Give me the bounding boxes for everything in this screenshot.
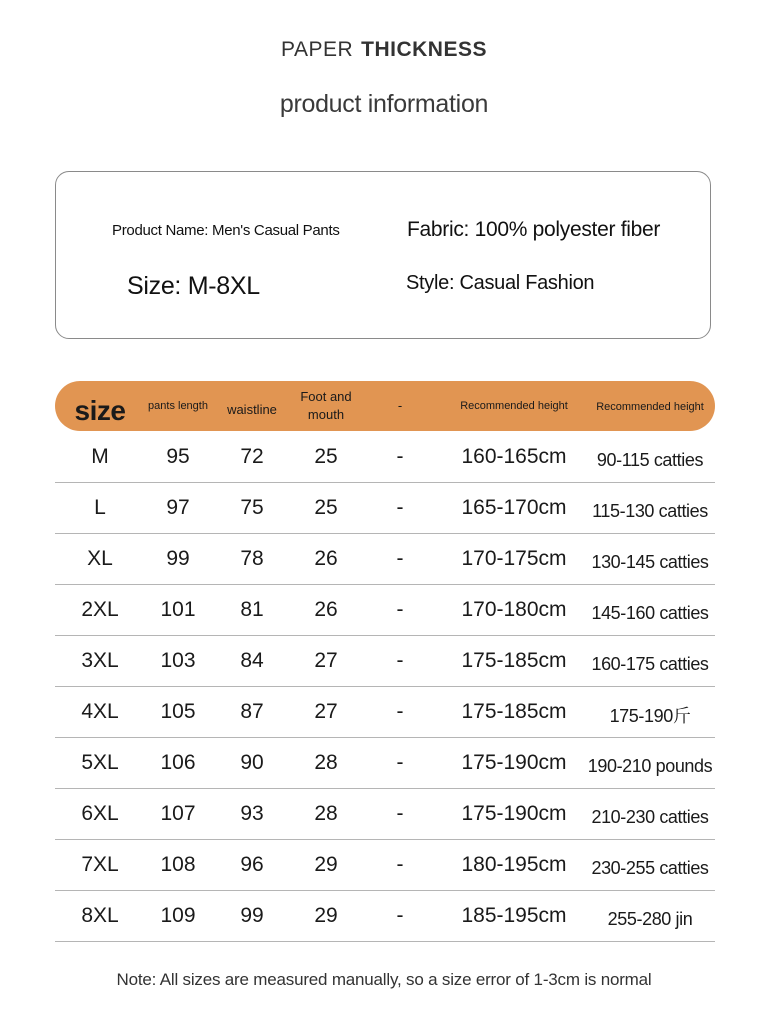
cell-weight: 90-115 catties [596,449,704,470]
table-row [55,738,715,789]
table-row [55,534,715,585]
cell-foot-mouth: 27 [314,700,338,723]
cell-height: 180-195cm [461,853,567,876]
cell-pants-length: 106 [160,751,196,774]
cell-pants-length: 101 [160,598,196,621]
cell-pants-length: 95 [166,445,190,468]
cell-waistline: 75 [240,496,264,519]
cell-weight: 130-145 catties [591,551,709,572]
cell-pants-length: 103 [160,649,196,672]
cell-foot-mouth: 28 [314,802,338,825]
product-fabric: Fabric: 100% polyester fiber [407,218,661,241]
table-row [55,585,715,636]
cell-size: 8XL [81,904,119,927]
cell-height: 175-190cm [461,751,567,774]
cell-foot-mouth: 26 [314,547,338,570]
cell-dash: - [396,445,404,468]
cell-weight: 190-210 pounds [587,755,713,776]
cell-size: XL [87,547,113,570]
table-row [55,483,715,534]
cell-height: 170-180cm [461,598,567,621]
cell-foot-mouth: 25 [314,445,338,468]
cell-height: 165-170cm [461,496,567,519]
cell-size: 5XL [81,751,119,774]
cell-height: 175-185cm [461,649,567,672]
cell-height: 160-165cm [461,445,567,468]
cell-foot-mouth: 28 [314,751,338,774]
product-size-range: Size: M-8XL [127,272,260,300]
cell-height: 175-190cm [461,802,567,825]
page-subtitle: product information [279,90,489,118]
cell-waistline: 96 [240,853,264,876]
header-recommended-height: Recommended height [460,399,568,412]
cell-weight: 230-255 catties [591,857,709,878]
header-foot-mouth: Foot and mouth [300,389,352,422]
cell-size: 4XL [81,700,119,723]
cell-dash: - [396,802,404,825]
cell-weight: 210-230 catties [591,806,709,827]
cell-weight: 175-190斤 [609,706,691,726]
product-style: Style: Casual Fashion [406,272,595,294]
cell-waistline: 87 [240,700,264,723]
cell-weight: 115-130 catties [592,500,708,521]
cell-foot-mouth: 26 [314,598,338,621]
cell-pants-length: 105 [160,700,196,723]
cell-pants-length: 97 [166,496,190,519]
cell-dash: - [396,751,404,774]
cell-size: 7XL [81,853,119,876]
cell-waistline: 84 [240,649,264,672]
cell-waistline: 78 [240,547,264,570]
cell-waistline: 72 [240,445,264,468]
cell-dash: - [396,547,404,570]
header-size: size [74,395,126,427]
cell-height: 170-175cm [461,547,567,570]
header-pants-length: pants length [148,399,208,412]
cell-size: 6XL [81,802,119,825]
cell-waistline: 81 [240,598,264,621]
cell-weight: 160-175 catties [591,653,709,674]
table-row [55,891,715,942]
cell-dash: - [396,496,404,519]
cell-size: 2XL [81,598,119,621]
header-dash: - [397,398,403,414]
cell-dash: - [396,853,404,876]
cell-dash: - [396,649,404,672]
cell-dash: - [396,598,404,621]
cell-foot-mouth: 29 [314,853,338,876]
size-table-body [55,432,715,942]
table-row [55,636,715,687]
header-recommended-weight: Recommended height [596,401,704,414]
cell-pants-length: 99 [166,547,190,570]
cell-weight: 255-280 jin [607,908,693,929]
cell-weight: 145-160 catties [591,602,709,623]
product-name: Product Name: Men's Casual Pants [112,222,340,239]
cell-foot-mouth: 25 [314,496,338,519]
cell-height: 175-185cm [461,700,567,723]
header-word-paper: PAPER [281,38,354,61]
cell-size: 3XL [81,649,119,672]
table-row [55,687,715,738]
cell-foot-mouth: 29 [314,904,338,927]
page-header [0,38,768,62]
cell-size: M [91,445,109,468]
cell-pants-length: 109 [160,904,196,927]
cell-height: 185-195cm [461,904,567,927]
cell-pants-length: 107 [160,802,196,825]
header-word-thickness: THICKNESS [361,38,487,61]
cell-pants-length: 108 [160,853,196,876]
cell-foot-mouth: 27 [314,649,338,672]
table-row [55,840,715,891]
table-row [55,789,715,840]
cell-size: L [94,496,106,519]
table-row [55,432,715,483]
product-info-box [55,171,711,339]
cell-dash: - [396,904,404,927]
cell-waistline: 93 [240,802,264,825]
size-table-header [55,381,715,431]
cell-waistline: 90 [240,751,264,774]
measurement-note: Note: All sizes are measured manually, so a size error of 1-3cm is normal [116,970,652,989]
cell-dash: - [396,700,404,723]
cell-waistline: 99 [240,904,264,927]
header-waistline: waistline [227,402,277,418]
